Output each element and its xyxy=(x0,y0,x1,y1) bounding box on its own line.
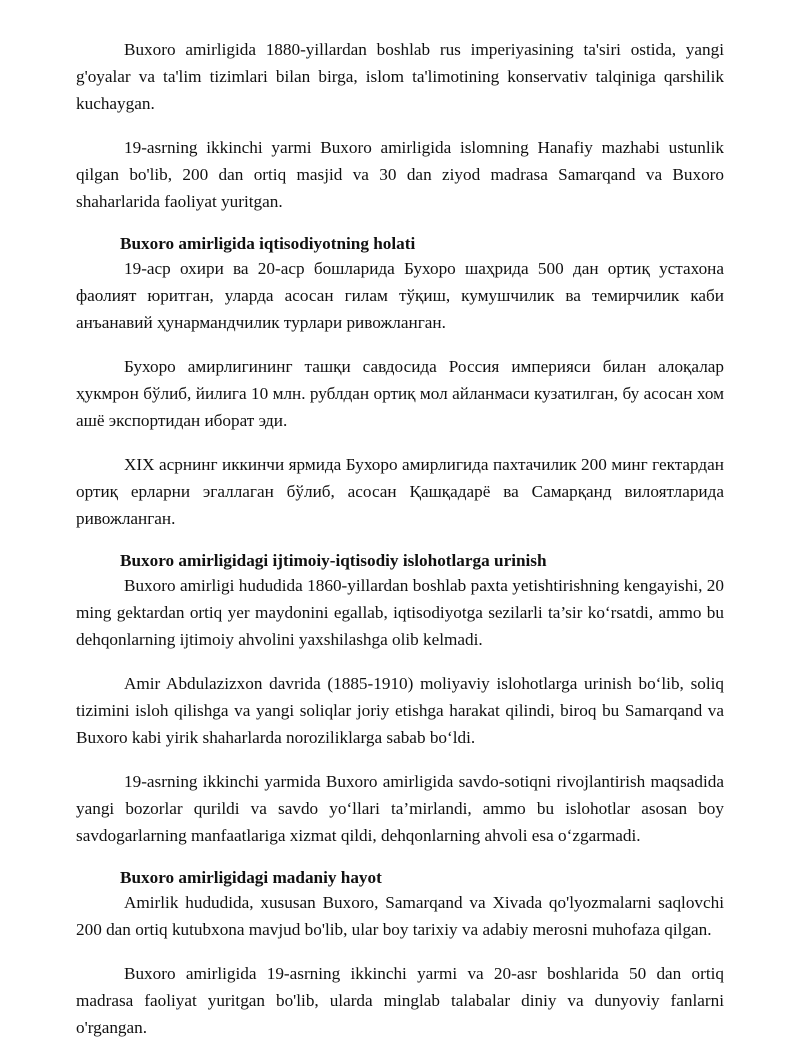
section-heading: Buxoro amirligidagi ijtimoiy-iqtisodiy islohotlarga urinish xyxy=(120,551,547,570)
paragraph: Amirlik hududida, xususan Buxoro, Samarqand va Xivada qo'lyozmalarni saqlovchi 200 dan ortiq kutubxona mavjud bo'lib, ular boy tarixiy va adabiy merosni muhofaza qilgan. xyxy=(76,893,724,939)
section-spacer xyxy=(76,215,724,233)
paragraph: XIX асрнинг иккинчи ярмида Бухоро амирлигида пахтачилик 200 минг гектардан ортиқ ерларни эгаллаган бўлиб, асосан Қашқадарё ва Самарқанд вилоятларида ривожланган. xyxy=(76,455,724,528)
paragraph-spacer xyxy=(76,653,724,670)
section-heading: Buxoro amirligida iqtisodiyotning holati xyxy=(120,234,416,253)
section-spacer xyxy=(76,532,724,550)
paragraph-spacer xyxy=(76,336,724,353)
paragraph-spacer xyxy=(76,751,724,768)
paragraph-spacer xyxy=(76,117,724,134)
document-page xyxy=(76,36,724,1041)
paragraph: 19-аср охири ва 20-аср бошларида Бухоро шаҳрида 500 дан ортиқ устахона фаолият юритган, уларда асосан гилам тўқиш, кумушчилик ва темирчилик каби анъанавий ҳунармандчилик турлари ривожланган. xyxy=(76,259,724,332)
paragraph: Бухоро амирлигининг ташқи савдосида Россия империяси билан алоқалар ҳукмрон бўлиб, йилига 10 млн. рублдан ортиқ мол айланмаси кузатилган, бу асосан хом ашё экспортидан иборат эди. xyxy=(76,357,724,430)
paragraph-spacer xyxy=(76,943,724,960)
section-spacer xyxy=(76,849,724,867)
paragraph: 19-asrning ikkinchi yarmida Buxoro amirligida savdo-sotiqni rivojlantirish maqsadida yangi bozorlar qurildi va savdo yo‘llari ta’mirlandi, ammo bu islohotlar asosan boy savdogarlarning manfaatlariga xizmat qildi, dehqonlarning ahvoli esa o‘zgarmadi. xyxy=(76,772,724,845)
section-heading: Buxoro amirligidagi madaniy hayot xyxy=(120,868,382,887)
paragraph: Buxoro amirligi hududida 1860-yillardan boshlab paxta yetishtirishning kengayishi, 20 ming gektardan ortiq yer maydonini egallab, iqtisodiyotga sezilarli ta’sir ko‘rsatdi, ammo bu dehqonlarning ijtimoiy ahvolini yaxshilashga olib kelmadi. xyxy=(76,576,724,649)
paragraph: Buxoro amirligida 1880-yillardan boshlab rus imperiyasining ta'siri ostida, yangi g'oyalar va ta'lim tizimlari bilan birga, islom ta'limotining konservativ talqiniga qarshilik kuchaygan. xyxy=(76,40,724,113)
paragraph: Amir Abdulazizxon davrida (1885-1910) moliyaviy islohotlarga urinish bo‘lib, soliq tizimini isloh qilishga va yangi soliqlar joriy etishga harakat qilindi, biroq bu Samarqand va Buxoro kabi yirik shaharlarda noroziliklarga sabab bo‘ldi. xyxy=(76,674,724,747)
paragraph: 19-asrning ikkinchi yarmi Buxoro amirligida islomning Hanafiy mazhabi ustunlik qilgan bo'lib, 200 dan ortiq masjid va 30 dan ziyod madrasa Samarqand va Buxoro shaharlarida faoliyat yuritgan. xyxy=(76,138,724,211)
paragraph: Buxoro amirligida 19-asrning ikkinchi yarmi va 20-asr boshlarida 50 dan ortiq madrasa faoliyat yuritgan bo'lib, ularda minglab talabalar diniy va dunyoviy fanlarni o'rgangan. xyxy=(76,964,724,1037)
paragraph-spacer xyxy=(76,434,724,451)
